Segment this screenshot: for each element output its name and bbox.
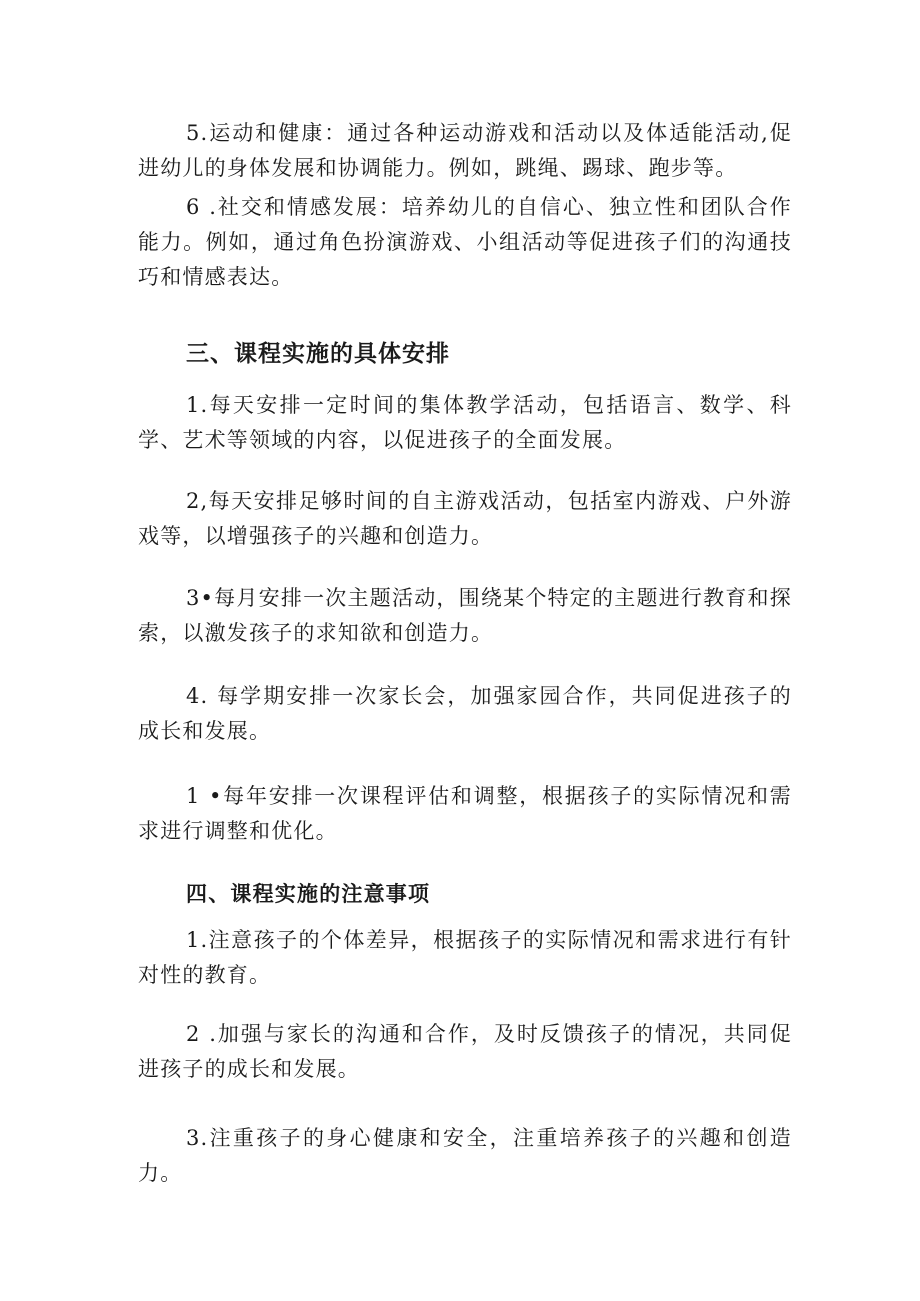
notes-item-3: 3.注重孩子的身心健康和安全，注重培养孩子的兴趣和创造力。: [138, 1126, 792, 1185]
implementation-item-4: 4. 每学期安排一次家长会，加强家园合作，共同促进孩子的成长和发展。: [138, 684, 792, 743]
notes-item-2: 2 .加强与家长的沟通和合作，及时反馈孩子的情况，共同促进孩子的成长和发展。: [138, 1022, 792, 1081]
implementation-item-2: 2,每天安排足够时间的自主游戏活动，包括室内游戏、户外游戏等，以增强孩子的兴趣和创造力。: [138, 489, 792, 548]
section-heading-notes: 四、课程实施的注意事项: [186, 881, 431, 906]
implementation-item-3: 3•每月安排一次主题活动，围绕某个特定的主题进行教育和探索，以激发孩子的求知欲和创造力。: [138, 586, 792, 645]
implementation-item-5: 1 •每年安排一次课程评估和调整，根据孩子的实际情况和需求进行调整和优化。: [138, 784, 792, 843]
paragraph-social-emotional: 6 .社交和情感发展：培养幼儿的自信心、独立性和团队合作能力。例如，通过角色扮演游戏、小组活动等促进孩子们的沟通技巧和情感表达。: [138, 195, 792, 289]
section-heading-implementation: 三、课程实施的具体安排: [186, 341, 450, 367]
notes-item-1: 1.注意孩子的个体差异，根据孩子的实际情况和需求进行有针对性的教育。: [138, 928, 792, 987]
implementation-item-1: 1.每天安排一定时间的集体教学活动，包括语言、数学、科学、艺术等领域的内容，以促进孩子的全面发展。: [138, 393, 792, 452]
paragraph-exercise-health: 5.运动和健康：通过各种运动游戏和活动以及体适能活动,促进幼儿的身体发展和协调能力。例如，跳绳、踢球、跑步等。: [138, 121, 792, 180]
